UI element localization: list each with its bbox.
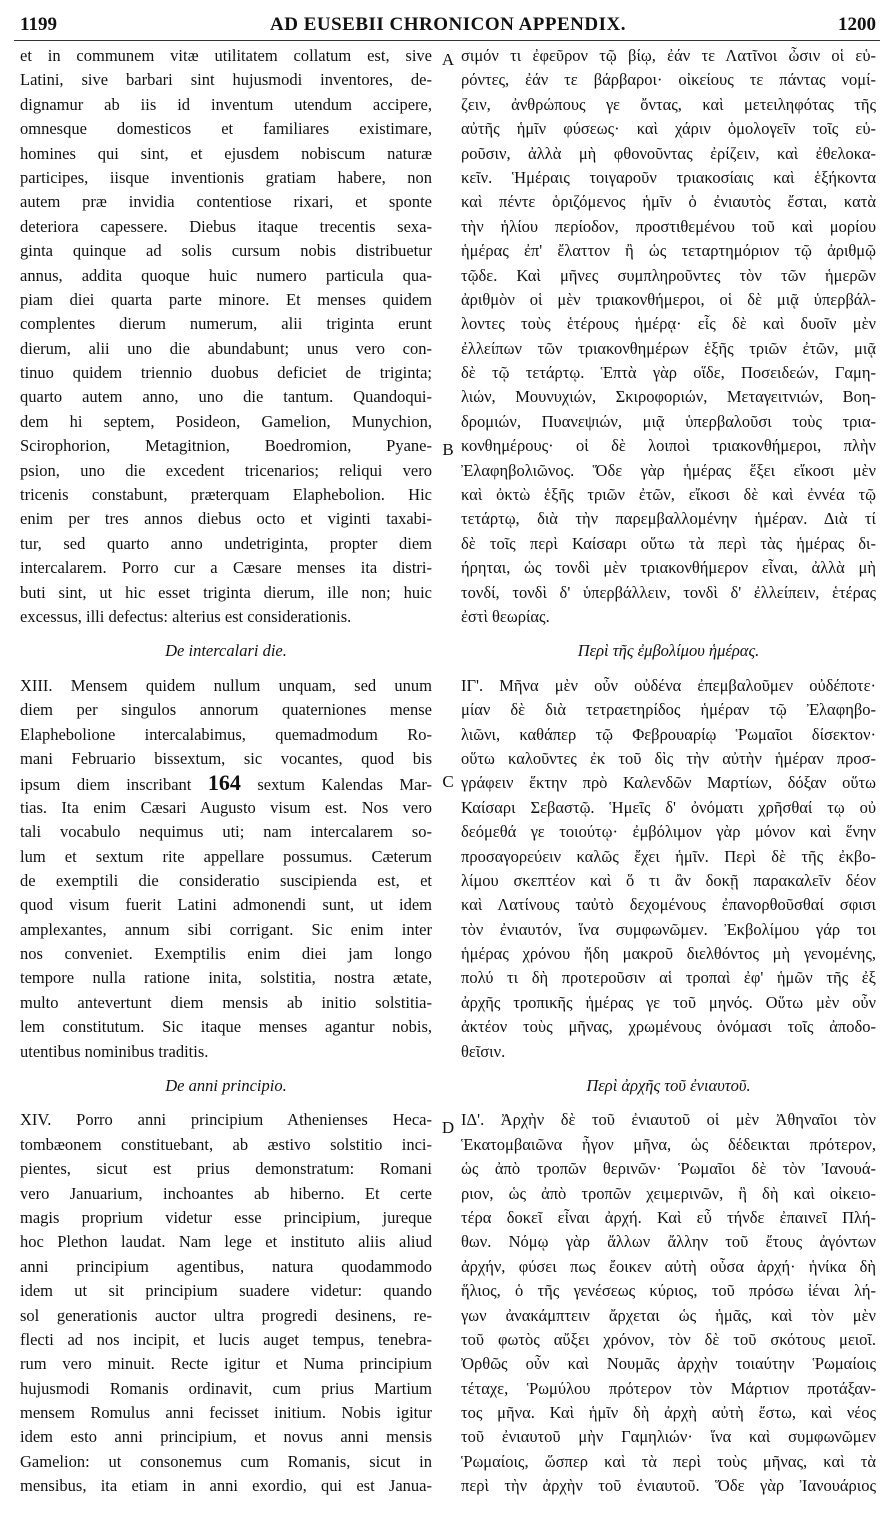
text-line: Elaphebolione intercalabimus, quemadmodum Ro- (20, 724, 432, 744)
text-line: psion, uno die excedent tricenarios; reliqui vero (20, 460, 432, 480)
text-line: quod visum fuerit Latini admonendi sunt, ut idem (20, 895, 432, 915)
text-line: Ἑκατομβαιῶνα ἦγον μῆνα, ὡς δέδεικται πρότερον, (461, 1134, 876, 1154)
text-line: τετάρτῳ, διὰ τὴν παρεμβαλλομένην ἡμέραν. Διὰ τί (461, 509, 876, 529)
greek-paragraph-3 (461, 1108, 876, 1498)
latin-column (20, 44, 432, 1499)
section-marker-d: D (441, 1118, 455, 1137)
text-line: excessus, illi defectus: alterius est considerationis. (20, 606, 352, 626)
text-line: sol generationis auctor ultra progredi desinens, re- (20, 1305, 432, 1325)
text-line: γράφειν ἕκτην πρὸ Καλενδῶν Μαρτίων, δόξαν οὕτω (461, 773, 876, 793)
text-line: tur, sed quarto anno undetriginta, propter diem (20, 533, 432, 553)
text-line: ροῦσιν, ἀλλὰ μὴ φθονοῦντας ἐρίζειν, καὶ ἐθελοκα- (461, 143, 876, 163)
text-line: ginta quinque ad solis cursum nobis distribuetur (20, 241, 432, 261)
text-line: τῷδε. Καὶ μῆνες συμπληροῦντες τὸν τῶν ἡμερῶν (461, 265, 876, 285)
running-title: AD EUSEBII CHRONICON APPENDIX. (270, 14, 626, 35)
greek-paragraph-2 (461, 674, 876, 1064)
text-line: diem per singulos annorum quaterniones mense (20, 700, 432, 720)
text-line: ἀκτέον τοὺς μῆνας, χρωμένους ὀνόμασι τοῖς ἀποδο- (461, 1017, 876, 1037)
text-line: XIV. Porro anni principium Athenienses Heca- (20, 1110, 432, 1130)
text-line: quarto autem anno, uno die tantum. Quandoqui- (20, 387, 432, 407)
text-line: τονδί, τονδὶ δ' ὑπερβάλλειν, τονδὶ δ' ἐλλείπειν, ἑτέρας (461, 582, 876, 602)
text-line: γων ἀνακάμπτειν ἄρχεται ὡς ἡμᾶς, καὶ τὸν μὲν (461, 1305, 876, 1325)
text-line: ΙΓ'. Μῆνα μὲν οὖν οὐδένα ἐπεμβαλοῦμεν οὐδέποτε· (461, 675, 876, 695)
text-line: δεόμεθά γε τοιούτῳ· ἐμβόλιμον γὰρ μόνον καὶ ἕνην (461, 822, 876, 842)
text-line: καὶ πέντε ὁριζόμενος ἡμῖν ὁ ἐνιαυτὸς ἔσται, κατὰ (461, 192, 876, 212)
text-line: ἐλλείπων τῶν τριακονθημέρων ἑξῆς τριῶν ἐτῶν, μιᾷ (461, 338, 876, 358)
text-line: σιμόν τι ἐφεῦρον τῷ βίῳ, ἐάν τε Λατῖνοι ὦσιν οἱ εὑ- (461, 46, 876, 65)
latin-section-xiii-start: XIII. Mensem quidem nullum unquam, sed unum (20, 675, 432, 695)
text-line: ἥλιος, ὁ τῆς γενέσεως κύριος, τοῦ πρόσω ἰέναι λή- (461, 1281, 876, 1301)
text-line: autem præ invidia contentiose rixari, et sponte (20, 192, 432, 212)
text-line: mani Februario bissextum, sic vocantes, quod bis (20, 748, 432, 768)
text-line: et in communem vitæ utilitatem collatum est, sive (20, 46, 432, 65)
text-line: tombæonem constituebant, ab æstivo solstitio inci- (20, 1134, 432, 1154)
text-line: tricenis constabunt, præterquam Elaphebolion. Hic (20, 485, 432, 505)
text-line: Gamelion: ut consonemus cum Romanis, sicut in (20, 1451, 432, 1471)
greek-column (461, 44, 876, 1499)
text-line: τὴν ἡλίου περίοδον, προστιθεμένου τοῦ καὶ μορίου (461, 216, 876, 236)
inline-page-number: 164 (207, 771, 241, 796)
text-line: intercalarem. Porro cur a Cæsare menses ita distri- (20, 558, 432, 578)
text-line: omnesque domesticos et familiares existimare, (20, 119, 432, 139)
latin-paragraph-1 (20, 44, 432, 629)
text-line: tali vocabulo nequimus uti; nam intercalarem so- (20, 822, 432, 842)
text-line: Scirophorion, Metagitnion, Boedromion, Pyane- (20, 436, 432, 456)
text-line: idem esto anni principium, et novus anni mensis (20, 1427, 432, 1447)
text-line: τος μῆνα. Καὶ ἡμῖν δὴ ἀρχὴ αὐτὴ ἔστω, καὶ νέος (461, 1403, 876, 1423)
section-marker-b: B (442, 440, 454, 459)
text-line: Ὀρθῶς οὖν καὶ Νουμᾶς ἀρχὴν τοιαύτην Ῥωμαίοις (461, 1354, 876, 1374)
text-line: αὐτῆς ἡμῖν φύσεως· καὶ χάριν ὁμολογεῖν τοῖς εὑ- (461, 119, 876, 139)
text-line: ρόντες, ἐάν τε βάρβαροι· οἰκείους τε πάντας νομί- (461, 70, 876, 90)
latin-paragraph-3 (20, 1108, 432, 1498)
text-line: τὸν ἐνιαυτόν, ἵνα συμφωνῶμεν. Ἐκβολίμου γάρ τοι (461, 919, 876, 939)
greek-paragraph-1 (461, 44, 876, 629)
text-line: dierum, alii uno die abundabunt; unus vero con- (20, 338, 432, 358)
text-line: θεῖσιν. (461, 1041, 506, 1061)
text-line: ὡς ἀπὸ τροπῶν θερινῶν· Ῥωμαῖοι δὲ τὸν Ἰανουά- (461, 1159, 876, 1179)
greek-heading-intercalary: Περὶ τῆς ἐμβολίμου ἡμέρας. (577, 641, 760, 661)
text-line: ipsum diem inscribant 164 sextum Kalendas Mar- (20, 771, 432, 796)
text-line: multo antevertunt diem mensis ab initio solstitia- (20, 992, 432, 1012)
text-line: κεῖν. Ἡμέραις τοιγαροῦν τριακοσίαις καὶ ἑξήκοντα (461, 167, 876, 187)
text-line: ἀρχῆς τροπικῆς ἡμέρας γε τοῦ μηνός. Οὕτω μὲν οὖν (461, 992, 876, 1012)
text-line: piam diei quarta parte minore. Et menses quidem (20, 289, 432, 309)
text-line: mensem Romulus anni fecisset initium. Nobis igitur (20, 1403, 432, 1423)
text-line: anni principium agentibus, natura quodammodo (20, 1256, 432, 1276)
text-line: ἡμέρας ἐπ' ἔλαττον ἢ ὡς τεταρτημόριον τῷ ἀριθμῷ (461, 241, 876, 261)
latin-paragraph-2a (20, 698, 432, 771)
text-line: hujusmodi Romanis ordinavit, cum prius Martium (20, 1378, 432, 1398)
page-header (20, 10, 876, 38)
text-line: amplexantes, annum sibi corrigant. Sic enim inter (20, 919, 432, 939)
text-line: θων. Νόμῳ γὰρ ἄλλων ἄλλην τοῦ ἔτους ἀγόντων (461, 1232, 876, 1252)
text-line: participes, iisque inventionis gratiam habere, non (20, 167, 432, 187)
latin-paragraph-2b (20, 796, 432, 1064)
text-line: dignamur ab iis id inventum utendum accipere, (20, 94, 432, 114)
text-line: ἡμέρας χρόνου ἤδη μακροῦ διελθόντος μὴ γενομένης, (461, 944, 876, 964)
text-line: λιών, Μουνυχιών, Σκιροφοριών, Μεταγειτνιών, Βοη- (461, 387, 876, 407)
text-line: τοῦ ἐνιαυτοῦ μὴν Γαμηλιών· ἵνα καὶ συμφωνῶμεν (461, 1427, 876, 1447)
text-line: λιῶνι, καθάπερ τῷ Φεβρουαρίῳ Ῥωμαῖοι δίσεκτον· (461, 724, 876, 744)
text-line: καὶ ὀκτὼ ἑξῆς τριῶν ἐτῶν, εἴκοσι δὲ καὶ ἐννέα τῷ (461, 485, 876, 505)
text-line: ήρηται, ὡς τονδὶ μὲν τριακονθήμερον εἶναι, ἀλλὰ μὴ (461, 558, 876, 578)
text-line: δὲ τῷ τετάρτῳ. Ἑπτὰ γὰρ οἵδε, Ποσειδεών, Γαμη- (461, 363, 876, 383)
text-line: tias. Ita enim Cæsari Augusto visum est. Nos vero (20, 797, 432, 817)
text-line: homines qui sint, et ejusdem nobiscum naturæ (20, 143, 432, 163)
text-line: ΙΔ'. Ἀρχὴν δὲ τοῦ ἐνιαυτοῦ οἱ μὲν Ἀθηναῖοι τὸν (461, 1110, 876, 1130)
text-line: de exemptili die consideratio suscipienda est, et (20, 870, 432, 890)
text-line: ἀρχήν, φύσει πως ἔοικεν αὐτὴ οὖσα ἀρχή· ἡνίκα δὴ (461, 1256, 876, 1276)
text-line: lem constitutum. Sic itaque menses agantur nobis, (20, 1017, 432, 1037)
text-line: περὶ τὴν ἀρχὴν τοῦ ἐνιαυτοῦ. Ὅδε γὰρ Ἰανουάριος (461, 1476, 876, 1496)
text-line: magis proprium videtur esse principium, jureque (20, 1207, 432, 1227)
text-line: μίαν δὲ διὰ τετραετηρίδος ἡμέραν τῷ Ἐλαφηβο- (461, 700, 876, 720)
text-line: utentibus nominibus traditis. (20, 1041, 209, 1061)
text-line: Ῥωμαίοις, ὥσπερ καὶ τὰ περὶ τοὺς μῆνας, καὶ τὰ (461, 1451, 876, 1471)
text-line: τέρα δοκεῖ εἶναι ἀρχή. Καὶ εὖ τήνδε ἐπαινεῖ Πλή- (461, 1207, 876, 1227)
text-line: pientes, sicut est prius demonstratum: Romani (20, 1159, 432, 1179)
text-line: mensibus, ita etiam in anni exordio, qui est Janua- (20, 1476, 432, 1496)
text-line: dem hi septem, Posideon, Gamelion, Munychion, (20, 411, 432, 431)
text-line: Καίσαρι Σεβαστῷ. Ἡμεῖς δ' ὀνόματι χρῆσθαί τῳ οὐ (461, 797, 876, 817)
text-line: ζειν, ἀνθρώπους γε ὄντας, καὶ μετειληφότας τῆς (461, 94, 876, 114)
text-line: lum et sextum rite appellare possumus. Cæterum (20, 846, 432, 866)
text-line: πολύ τι δὴ προτεροῦσιν αἱ τροπαὶ ἐφ' ἡμῶν τῆς ἐξ (461, 968, 876, 988)
text-line: ἀριθμὸν οἱ μὲν τριακονθήμεροι, οἱ δὲ μιᾷ ὑπερβάλ- (461, 289, 876, 309)
text-line: complentes dierum numerum, alii triginta erunt (20, 314, 432, 334)
section-marker-a: A (441, 50, 455, 69)
text-line: annus, addita quoque huic numero particula qua- (20, 265, 432, 285)
section-marker-c: C (442, 772, 454, 791)
text-line: τέταχε, Ῥωμύλου πρότερον τὸν Μάρτιον προτάξαν- (461, 1378, 876, 1398)
text-line: ἐστὶ θεωρίας. (461, 606, 550, 626)
page-number-left: 1199 (20, 14, 57, 35)
text-line: ριον, ὡς ἀπὸ τροπῶν χειμερινῶν, ἣ δὴ καὶ οἰκειο- (461, 1183, 876, 1203)
greek-heading-year-start: Περὶ ἀρχῆς τοῦ ἐνιαυτοῦ. (586, 1076, 751, 1096)
page-number-right: 1200 (838, 14, 876, 35)
text-line: δρομιών, Πυανεψιών, μιᾷ ὑπερβαλοῦσι τοὺς τρια- (461, 411, 876, 431)
text-line: τοῦ φωτὸς αὔξει χρόνον, τὸν δὲ τοῦ σκότους μειοῖ. (461, 1329, 876, 1349)
text-line: enim per tres annos diebus octo et viginti taxabi- (20, 509, 432, 529)
text-line: hoc Plethon laudat. Nam lege et instituto aliis aliud (20, 1232, 432, 1252)
text-line: flecti ad nos incipit, et lucis auget tempus, tenebra- (20, 1329, 432, 1349)
text-line: deteriora capessere. Diebus itaque trecentis sexa- (20, 216, 432, 236)
text-line: κονθημέρους· οἱ δὲ λοιποὶ τριακονθήμεροι, πλὴν (461, 436, 876, 456)
text-line: οὕτω καλοῦντες ἐκ τοῦ δὶς τὴν αὐτὴν ἡμέραν προσ- (461, 748, 876, 768)
text-line: προσαγορεύειν καλῶς ἔχει ἡμῖν. Περὶ δὲ τῆς ἐκβο- (461, 846, 876, 866)
text-line: buti sint, ut hic esset triginta dierum, ille non; huic (20, 582, 432, 602)
header-rule (14, 40, 880, 41)
text-line: Ἐλαφηβολιῶνος. Ὅδε γὰρ ἡμέρας ἕξει εἴκοσι μὲν (461, 460, 876, 480)
latin-heading-year-start: De anni principio. (165, 1076, 287, 1096)
text-line: idem ut sit principium suadere videtur: quando (20, 1281, 432, 1301)
text-line: nos conveniet. Exemptilis enim diei jam longo (20, 944, 432, 964)
text-line: vero Januarium, inchoantes ab hiberno. Et certe (20, 1183, 432, 1203)
latin-heading-intercalary: De intercalari die. (165, 641, 287, 661)
text-line: tinuo quidem triennio duobus deficiet de triginta; (20, 363, 432, 383)
text-line: καὶ Λατίνους ταὐτὸ δεχομένους ἐπανορθοῦσθαί σφισι (461, 895, 876, 915)
text-line: Latini, sive barbari sint hujusmodi inventores, de- (20, 70, 432, 90)
text-line: tempore nulla ratione inita, solstitia, nostra ætate, (20, 968, 432, 988)
text-line: rum vero minuit. Recte igitur et Numa principium (20, 1354, 432, 1374)
text-line: λοντες τοὺς ἑτέρους ἡμέρᾳ· εἷς δὲ καὶ δυοῖν μὲν (461, 314, 876, 334)
text-line: λίμου σκεπτέον καὶ ὅ τι ἂν δοκῇ παρακαλεῖν δέον (461, 870, 876, 890)
text-line: δὲ τοῖς περὶ Καίσαρι οὕτω τὰ περὶ τὰς ἡμέρας δι- (461, 533, 876, 553)
